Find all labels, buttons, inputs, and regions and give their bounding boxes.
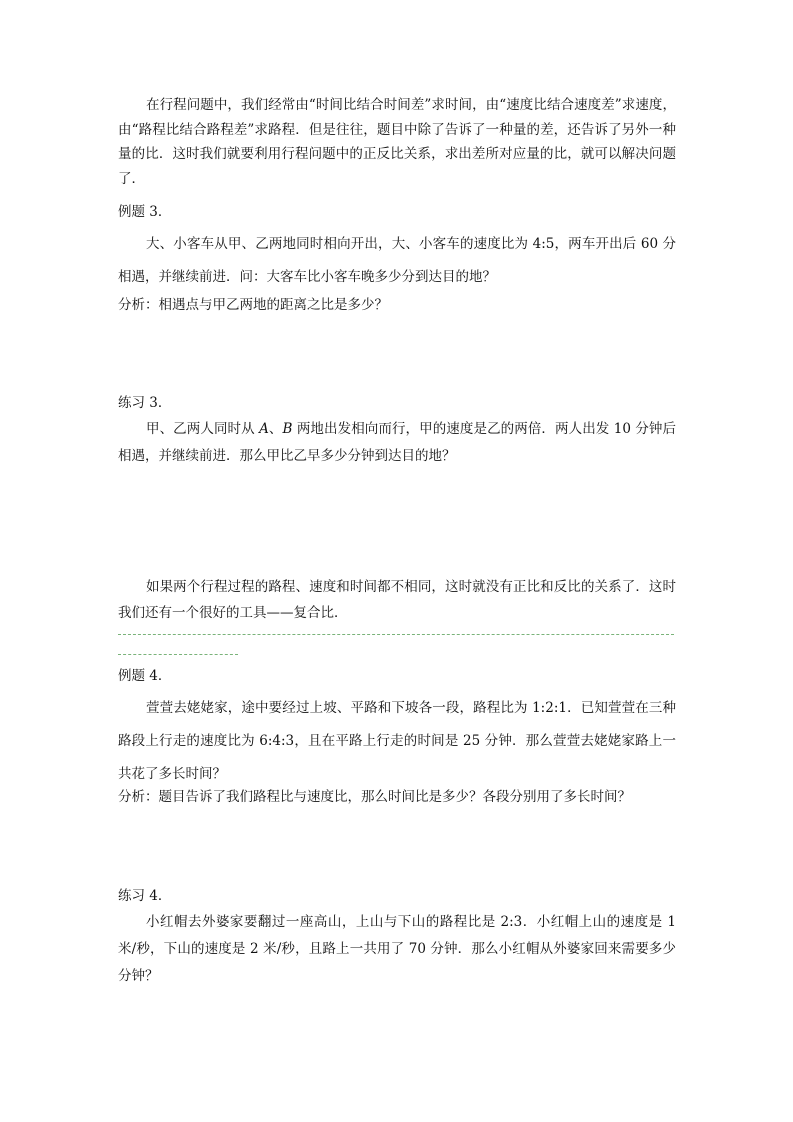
example-3-label: 例题 3．: [118, 204, 172, 220]
example-4-label: 例题 4．: [118, 668, 172, 684]
exercise-4-label: 练习 4．: [118, 888, 172, 904]
exercise-3-label: 练习 3．: [118, 395, 172, 411]
exercise-3-problem: [118, 416, 676, 470]
example-4-analysis: 分析：题目告诉了我们路程比与速度比，那么时间比是多少？各段分别用了多长时间？: [118, 789, 631, 805]
example-3-problem: 大、小客车从甲、乙两地同时相向开出，大、小客车的速度比为 4:5，两车开出后 60 分相遇，并继续前进．问：大客车比小客车晚多少分到达目的地？: [118, 236, 676, 285]
divider-line-2: [118, 654, 238, 655]
divider-line-1: [118, 634, 674, 635]
transition-paragraph: 如果两个行程过程的路程、速度和时间都不相同，这时就没有正比和反比的关系了．这时我们还有一个很好的工具——复合比．: [118, 579, 676, 621]
exercise-3-text-3: 两地出发相向而行，甲的速度是乙的两倍．两人出发 10 分钟后相遇，并继续前进．那么甲比乙早多少分钟到达目的地？: [118, 421, 676, 464]
exercise-4-problem: 小红帽去外婆家要翻过一座高山，上山与下山的路程比是 2:3．小红帽上山的速度是 1 米/秒，下山的速度是 2 米/秒，且路上一共用了 70 分钟．那么小红帽从外婆家回来需要多少分钟？: [118, 914, 676, 984]
example-4-problem: 萱萱去姥姥家，途中要经过上坡、平路和下坡各一段，路程比为 1:2:1．已知萱萱在三种路段上行走的速度比为 6:4:3，且在平路上行走的时间是 25 分钟．那么萱萱去姥姥家路上一共花了多长时间？: [118, 700, 676, 782]
exercise-3-text-2: 、: [268, 421, 283, 437]
exercise-3-text-1: 甲、乙两人同时从: [146, 421, 260, 437]
example-3-analysis: 分析：相遇点与甲乙两地的距离之比是多少？: [118, 297, 388, 313]
intro-paragraph: 在行程问题中，我们经常由“时间比结合时间差”求时间，由“速度比结合速度差”求速度，由“路程比结合路程差”求路程．但是往往，题目中除了告诉了一种量的差，还告诉了另外一种量的比．这时我们就要利用行程问题中的正反比关系，求出差所对应量的比，就可以解决问题了．: [118, 97, 676, 187]
exercise-3-var-a: A: [259, 421, 269, 437]
exercise-3-var-b: B: [282, 421, 293, 437]
